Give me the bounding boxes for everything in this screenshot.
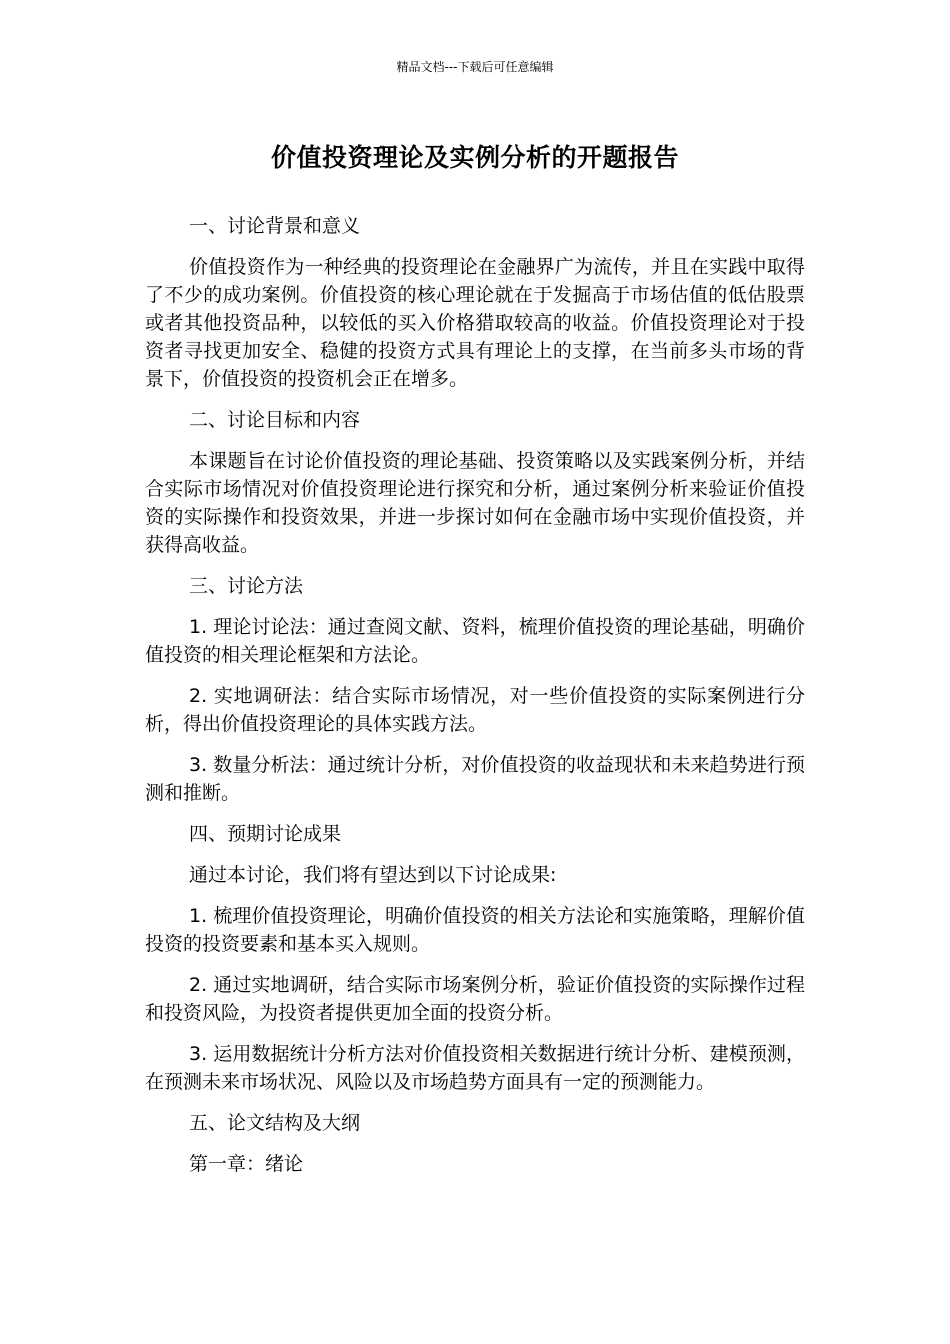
- method-item-1: 1. 理论讨论法：通过查阅文献、资料，梳理价值投资的理论基础，明确价值投资的相关理论框架和方法论。: [145, 616, 805, 666]
- paragraph-outcomes-intro: 通过本讨论，我们将有望达到以下讨论成果:: [189, 864, 557, 886]
- page-header: 精品文档---下载后可任意编辑: [396, 60, 554, 74]
- section-heading-methods: 三、讨论方法: [189, 575, 304, 597]
- paragraph-background: 价值投资作为一种经典的投资理论在金融界广为流传，并且在实践中取得了不少的成功案例。价值投资的核心理论就在于发掘高于市场估值的低估股票或者其他投资品种，以较低的买入价格猎取较高的收益。价值投资理论对于投资者寻找更加安全、稳健的投资方式具有理论上的支撑，在当前多头市场的背景下，价值投资的投资机会正在增多。: [145, 256, 805, 390]
- outcome-item-3: 3. 运用数据统计分析方法对价值投资相关数据进行统计分析、建模预测，在预测未来市场状况、风险以及市场趋势方面具有一定的预测能力。: [145, 1043, 805, 1093]
- section-heading-outcomes: 四、预期讨论成果: [189, 823, 342, 845]
- method-item-3: 3. 数量分析法：通过统计分析，对价值投资的收益现状和未来趋势进行预测和推断。: [145, 754, 805, 804]
- section-heading-goals: 二、讨论目标和内容: [189, 409, 361, 431]
- outcome-item-2: 2. 通过实地调研，结合实际市场案例分析，验证价值投资的实际操作过程和投资风险，为投资者提供更加全面的投资分析。: [145, 974, 805, 1024]
- paragraph-goals: 本课题旨在讨论价值投资的理论基础、投资策略以及实践案例分析，并结合实际市场情况对价值投资理论进行探究和分析，通过案例分析来验证价值投资的实际操作和投资效果，并进一步探讨如何在金融市场中实现价值投资，并获得高收益。: [145, 450, 805, 556]
- document-body: [145, 212, 805, 1191]
- chapter-1-heading: 第一章：绪论: [189, 1153, 304, 1175]
- document-title: 价值投资理论及实例分析的开题报告: [270, 143, 679, 172]
- section-heading-structure: 五、论文结构及大纲: [189, 1112, 361, 1134]
- outcome-item-1: 1. 梳理价值投资理论，明确价值投资的相关方法论和实施策略，理解价值投资的投资要素和基本买入规则。: [145, 905, 805, 955]
- method-item-2: 2. 实地调研法：结合实际市场情况，对一些价值投资的实际案例进行分析，得出价值投资理论的具体实践方法。: [145, 685, 805, 735]
- section-heading-background: 一、讨论背景和意义: [189, 215, 361, 237]
